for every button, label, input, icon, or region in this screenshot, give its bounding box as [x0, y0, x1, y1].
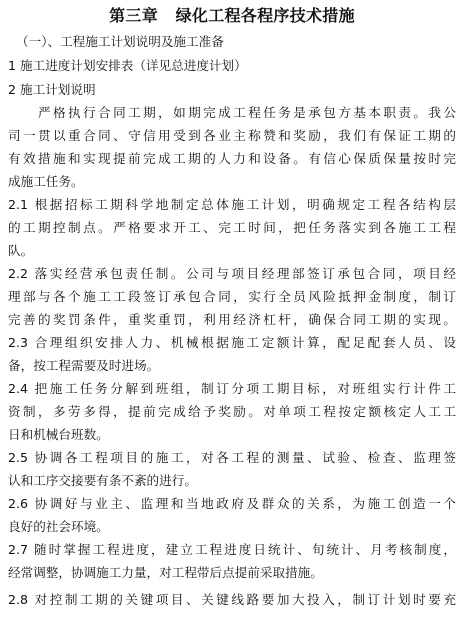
clause-2-1-line: 的工期控制点。严格要求开工、完工时间，把任务落实到各施工工程	[8, 220, 456, 235]
clause-2-2-line: 理部与各个施工工段签订承包合同，实行全员风险抵押金制度，制订	[8, 289, 456, 304]
section-heading: （一）、工程施工计划说明及施工准备	[16, 34, 224, 49]
clause-2-6-line: 2.6 协调好与业主、监理和当地政府及群众的关系，为施工创造一个	[8, 496, 456, 511]
clause-2-7-line: 2.7 随时掌握工程进度，建立工程进度日统计、旬统计、月考核制度，	[8, 542, 456, 557]
clause-2-4-line: 日和机械台班数。	[8, 427, 109, 442]
clause-2-1-line: 队。	[8, 243, 34, 258]
clause-2-5-line: 认和工序交接要有条不紊的进行。	[8, 473, 197, 488]
clause-2-4-line: 2.4 把施工任务分解到班组，制订分项工期目标，对班组实行计件工	[8, 381, 456, 396]
clause-2-3-line: 备，按工程需要及时进场。	[8, 358, 160, 373]
paragraph-line: 有效措施和实现提前完成工期的人力和设备。有信心保质保量按时完	[8, 151, 456, 166]
clause-2-8-line: 2.8 对控制工期的关键项目、关键线路要加大投入，制订计划时要充	[8, 592, 456, 607]
item-2-heading: 2 施工计划说明	[8, 82, 96, 97]
chapter-title: 第三章 绿化工程各程序技术措施	[109, 6, 355, 25]
clause-2-7-line: 经常调整，协调施工力量，对工程带后点提前采取措施。	[8, 565, 323, 580]
clause-2-6-line: 良好的社会环境。	[8, 519, 109, 534]
clause-2-2-line: 完善的奖罚条件，重奖重罚，利用经济杠杆，确保合同工期的实现。	[8, 312, 456, 327]
clause-2-1-line: 2.1 根据招标工期科学地制定总体施工计划，明确规定工程各结构层	[8, 197, 456, 212]
paragraph-line: 司一贯以重合同、守信用受到各业主称赞和奖励，我们有保证工期的	[8, 128, 456, 143]
item-1-heading: 1 施工进度计划安排表（详见总进度计划）	[8, 58, 247, 73]
paragraph-line: 严格执行合同工期，如期完成工程任务是承包方基本职责。我公	[38, 105, 456, 120]
clause-2-2-line: 2.2 落实经营承包责任制。公司与项目经理部签订承包合同，项目经	[8, 266, 456, 281]
clause-2-3-line: 2.3 合理组织安排人力、机械根据施工定额计算，配足配套人员、设	[8, 335, 456, 350]
clause-2-4-line: 资制，多劳多得，提前完成给予奖励。对单项工程按定额核定人工工	[8, 404, 456, 419]
paragraph-line: 成施工任务。	[8, 174, 84, 189]
clause-2-5-line: 2.5 协调各工程项目的施工，对各工程的测量、试验、检查、监理签	[8, 450, 456, 465]
